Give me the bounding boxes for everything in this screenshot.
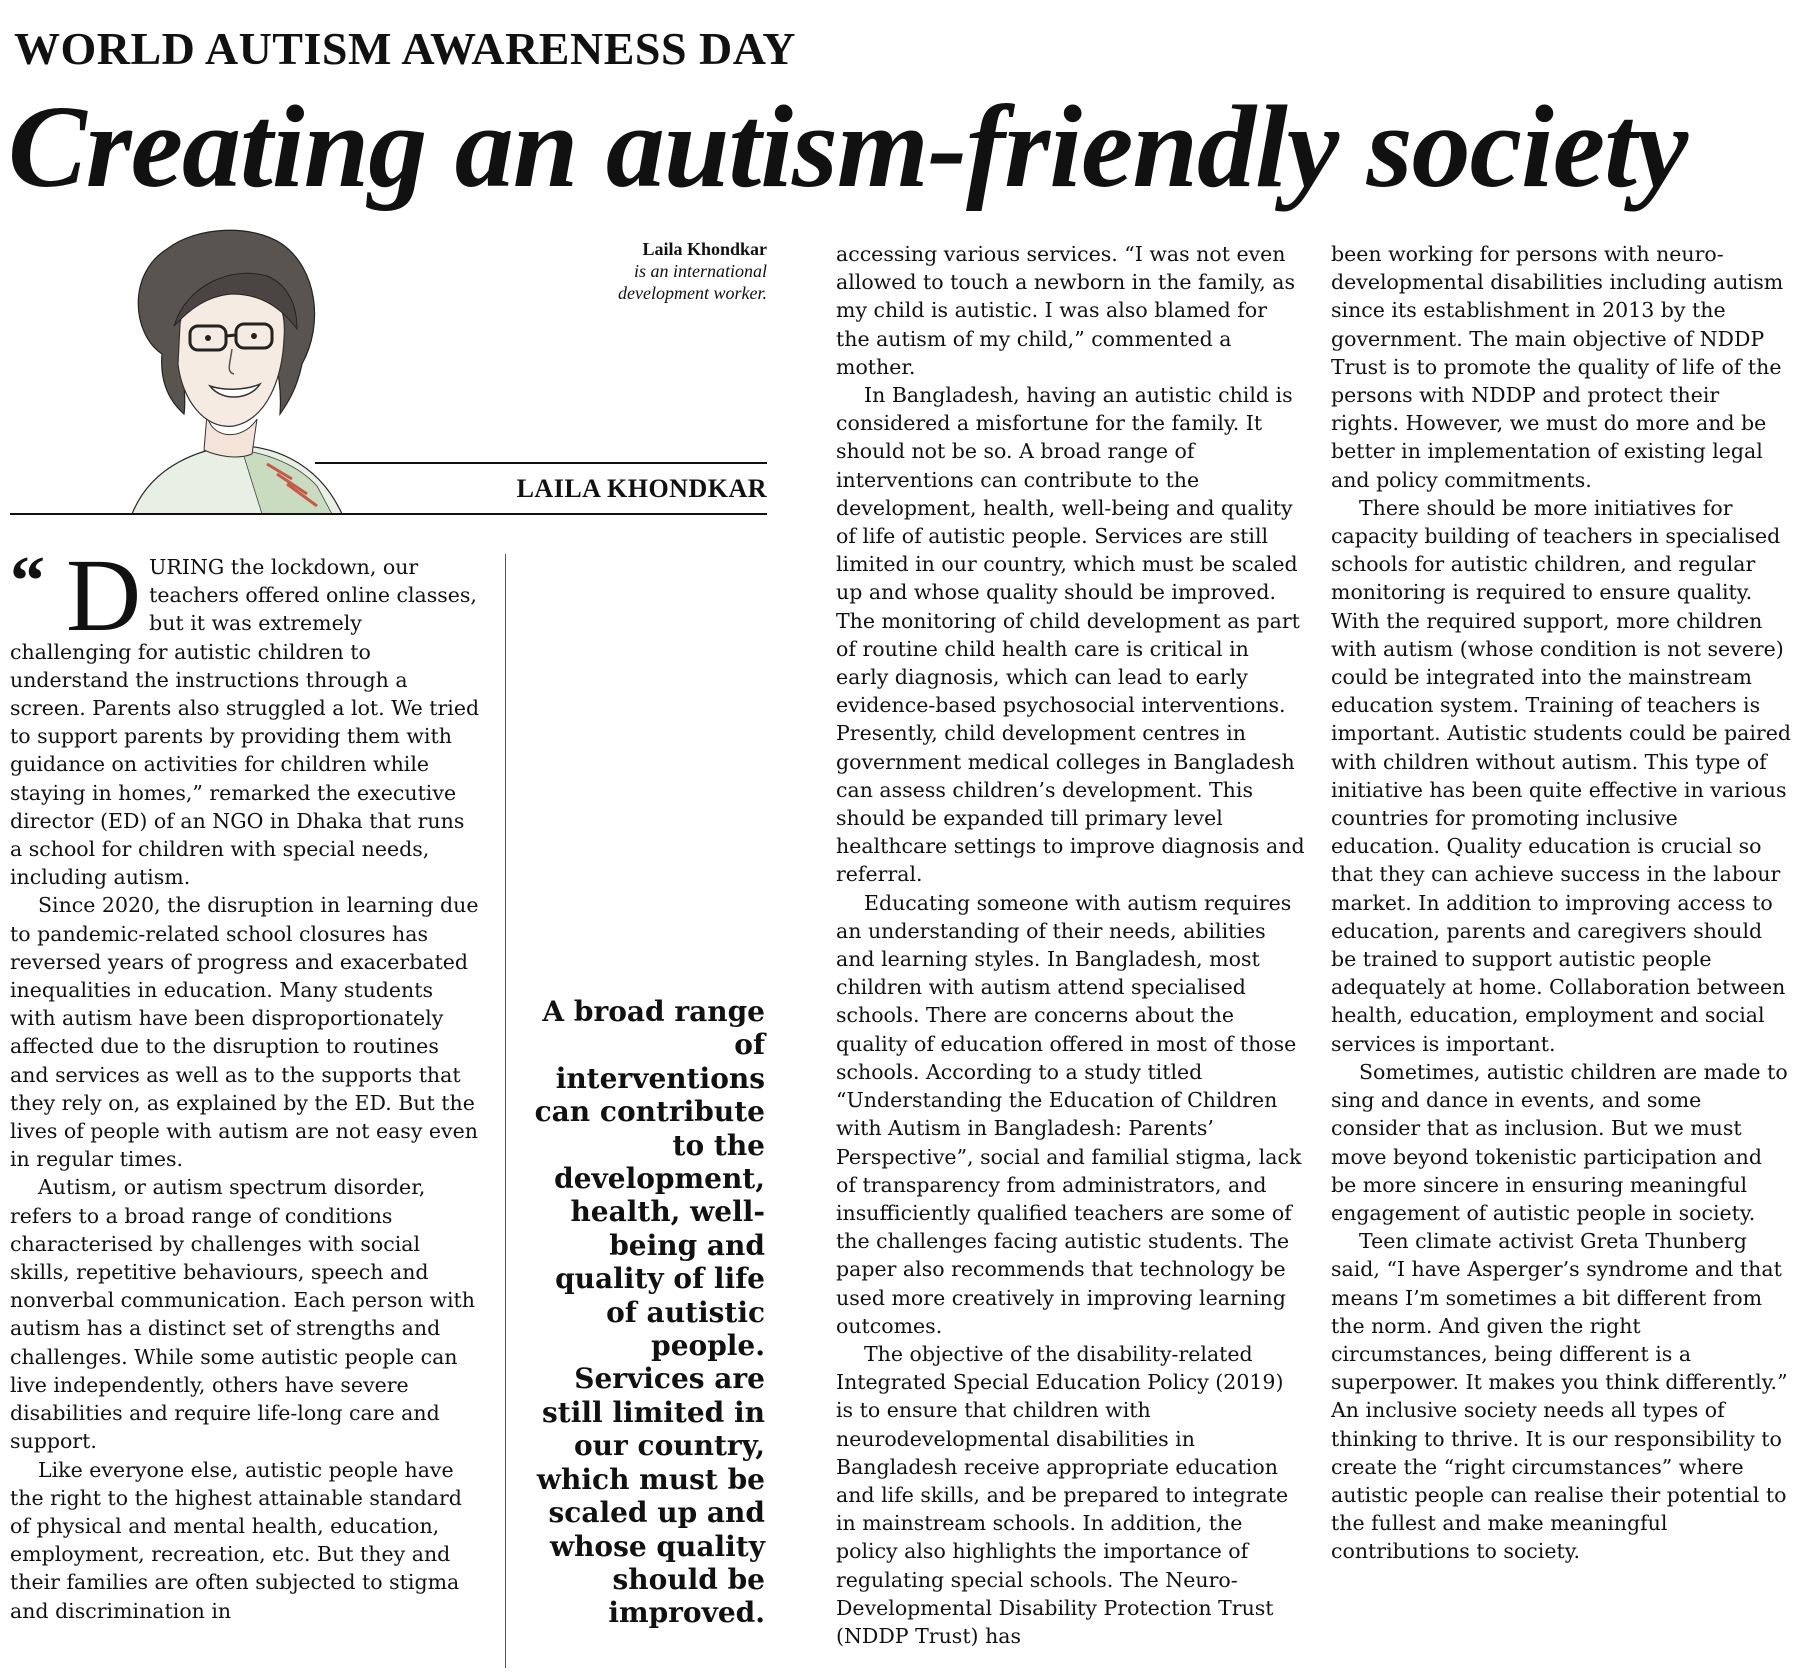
article-column-3 bbox=[1331, 240, 1791, 1670]
opening-quote-mark: “ bbox=[10, 553, 45, 620]
drop-cap: D bbox=[66, 553, 142, 653]
paragraph-3: Autism, or autism spectrum disorder, refers to a broad range of conditions characterised by challenges with social skills, repetitive behaviours, speech and nonverbal communication. Each person with autism has a distinct set of strengths and challenges. While some autistic people can live independently, others have severe disabilities and require life-long care and support. bbox=[10, 1175, 475, 1454]
byline-rule bbox=[315, 462, 767, 464]
bio-description-line-1: is an international bbox=[633, 261, 767, 281]
column-divider bbox=[505, 554, 506, 1668]
bio-name: Laila Khondkar bbox=[642, 239, 767, 259]
paragraph-1 bbox=[10, 553, 480, 891]
paragraph-12: Teen climate activist Greta Thunberg said, “I have Asperger’s syndrome and that means I’m sometimes a bit different from the norm. And given the right circumstances, being different is a superpower. It makes you think differently.” An inclusive society needs all types of thinking to thrive. It is our responsibility to create the “right circumstances” where autistic people can realise their potential to the fullest and make meaningful contributions to society. bbox=[1331, 1229, 1788, 1564]
paragraph-5: accessing various services. “I was not even allowed to touch a newborn in the family, as my child is autistic. I was also blamed for the autism of my child,” commented a mother. bbox=[836, 242, 1296, 379]
paragraph-10: There should be more initiatives for capacity building of teachers in specialised schools for autistic children, and regular monitoring is required to ensure quality. With the required support, more children with autism (whose condition is not severe) could be integrated into the mainstream education system. Training of teachers is important. Autistic students could be paired with children without autism. This type of initiative has been quite effective in various countries for promoting inclusive education. Quality education is crucial so that they can achieve success in the labour market. In addition to improving access to education, parents and caregivers should be trained to support autistic people adequately at home. Collaboration between health, education, employment and social services is important. bbox=[1331, 495, 1791, 1056]
paragraph-6: In Bangladesh, having an autistic child is considered a misfortune for the family. It should not be so. A broad range of interventions can contribute to the development, health, well-being and quality of life of autistic people. Services are still limited in our country, which must be scaled up and whose quality should be improved. The monitoring of child development as part of routine child health care is critical in early diagnosis, which can lead to early evidence-based psychosocial interventions. Presently, child development centres in government medical colleges in Bangladesh can assess children’s development. This should be expanded till primary level healthcare settings to improve diagnosis and referral. bbox=[836, 383, 1305, 887]
paragraph-8: The objective of the disability-related Integrated Special Education Policy (2019) is to ensure that children with neurodevelopmental disabilities in Bangladesh receive appropriate education and life skills, and be prepared to integrate in mainstream schools. In addition, the policy also highlights the importance of regulating special schools. The Neuro-Developmental Disability Protection Trust (NDDP Trust) has bbox=[836, 1341, 1289, 1648]
headline: Creating an autism-friendly society bbox=[8, 81, 1688, 212]
byline: LAILA KHONDKAR bbox=[516, 474, 767, 503]
author-portrait bbox=[92, 214, 352, 514]
bio-description-line-2: development worker. bbox=[618, 283, 767, 303]
paragraph-4: Like everyone else, autistic people have the right to the highest attainable standard of physical and mental health, education, employment, recreation, etc. But they and their families are often subjected to stigma and discrimination in bbox=[10, 1457, 462, 1623]
header-divider bbox=[10, 513, 767, 515]
paragraph-11: Sometimes, autistic children are made to sing and dance in events, and some consider that as inclusion. But we must move beyond tokenistic participation and be more sincere in ensuring meaningful engagement of autistic people in society. bbox=[1331, 1059, 1788, 1225]
paragraph-1-text: URING the lockdown, our teachers offered online classes, but it was extremely challenging for autistic children to understand the instructions through a screen. Parents also struggled a lot. We tried to support parents by providing them with guidance on activities for children while staying in homes,” remarked the executive director (ED) of an NGO in Dhaka that runs a school for children with special needs, including autism. bbox=[10, 555, 480, 890]
paragraph-2: Since 2020, the disruption in learning due to pandemic-related school closures has reversed years of progress and exacerbated inequalities in education. Many students with autism have been disproportionately affected due to the disruption to routines and services as well as to the supports that they rely on, as explained by the ED. But the lives of people with autism are not easy even in regular times. bbox=[10, 893, 479, 1172]
pull-quote: A broad range of interventions can contribute to the development, health, well-being and quality of life of autistic people. Services are still limited in our country, which must be scaled up and whose quality should be improved. bbox=[534, 995, 765, 1630]
author-bio bbox=[507, 238, 767, 304]
kicker: WORLD AUTISM AWARENESS DAY bbox=[14, 23, 796, 74]
article-column-2 bbox=[836, 240, 1306, 1670]
article-column-1 bbox=[10, 553, 480, 1673]
paragraph-7: Educating someone with autism requires an understanding of their needs, abilities and learning styles. In Bangladesh, most children with autism attend specialised schools. There are concerns about the quality of education offered in most of those schools. According to a study titled “Understanding the Education of Children with Autism in Bangladesh: Parents’ Perspective”, social and familial stigma, lack of transparency from administrators, and insufficiently qualified teachers are some of the challenges facing autistic students. The paper also recommends that technology be used more creatively in improving learning outcomes. bbox=[836, 890, 1302, 1338]
paragraph-9: been working for persons with neuro-developmental disabilities including autism since its establishment in 2013 by the government. The main objective of NDDP Trust is to promote the quality of life of the persons with NDDP and protect their rights. However, we must do more and be better in implementation of existing legal and policy commitments. bbox=[1331, 242, 1784, 492]
